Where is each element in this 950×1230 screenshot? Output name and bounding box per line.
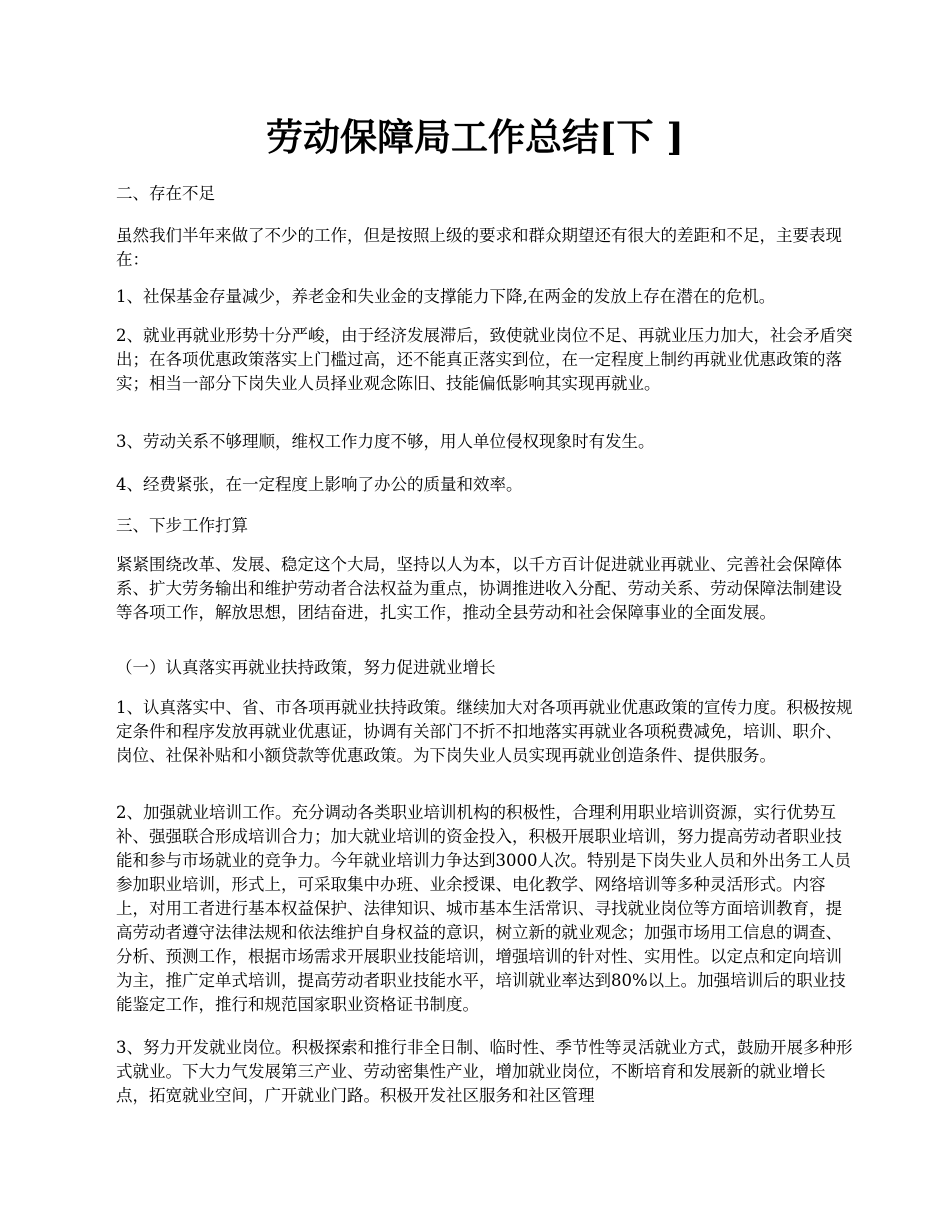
paragraph-plan-2: 2、加强就业培训工作。充分调动各类职业培训机构的积极性，合理利用职业培训资源，实行优势互补、强强联合形成培训合力；加大就业培训的资金投入，积极开展职业培训，努力提高劳动者职业技能和参与市场就业的竞争力。今年就业培训力争达到3000人次。特别是下岗失业人员和外出务工人员参加职业培训，形式上，可采取集中办班、业余授课、电化教学、网络培训等多种灵活形式。内容上，对用工者进行基本权益保护、法律知识、城市基本生活常识、寻找就业岗位等方面培训教育，提高劳动者遵守法律法规和依法维护自身权益的意识，树立新的就业观念；加强市场用工信息的调查、分析、预测工作，根据市场需求开展职业技能培训，增强培训的针对性、实用性。以定点和定向培训为主，推广定单式培训，提高劳动者职业技能水平，培训就业率达到80%以上。加强培训后的职业技能鉴定工作，推行和规范国家职业资格证书制度。 — [116, 803, 851, 1014]
paragraph-plan-1: 1、认真落实中、省、市各项再就业扶持政策。继续加大对各项再就业优惠政策的宣传力度。积极按规定条件和程序发放再就业优惠证，协调有关部门不折不扣地落实再就业各项税费减免，培训、职介、岗位、社保补贴和小额贷款等优惠政策。为下岗失业人员实现再就业创造条件、提供服务。 — [116, 698, 853, 765]
paragraph-shortcoming-3: 3、劳动关系不够理顺，维权工作力度不够，用人单位侵权现象时有发生。 — [116, 432, 655, 451]
subsection-heading-employment: （一）认真落实再就业扶持政策，努力促进就业增长 — [116, 658, 496, 677]
paragraph-plan-3: 3、努力开发就业岗位。积极探索和推行非全日制、临时性、季节性等灵活就业方式，鼓励开展多种形式就业。下大力气发展第三产业、劳动密集性产业，增加就业岗位，不断培育和发展新的就业增长点，拓宽就业空间，广开就业门路。积极开发社区服务和社区管理 — [116, 1038, 853, 1105]
document-title: 劳动保障局工作总结[下 ] — [266, 115, 684, 159]
paragraph-shortcoming-2: 2、就业再就业形势十分严峻，由于经济发展滞后，致使就业岗位不足、再就业压力加大，社会矛盾突出；在各项优惠政策落实上门槛过高，还不能真正落实到位，在一定程度上制约再就业优惠政策的落实；相当一部分下岗失业人员择业观念陈旧、技能偏低影响其实现再就业。 — [116, 326, 853, 393]
section-heading-next-steps: 三、下步工作打算 — [116, 516, 248, 535]
paragraph-shortcoming-1: 1、社保基金存量减少，养老金和失业金的支撑能力下降,在两金的发放上存在潜在的危机。 — [116, 287, 776, 306]
paragraph-next-steps-intro: 紧紧围绕改革、发展、稳定这个大局，坚持以人为本，以千方百计促进就业再就业、完善社会保障体系、扩大劳务输出和维护劳动者合法权益为重点，协调推进收入分配、劳动关系、劳动保障法制建设等各项工作，解放思想，团结奋进，扎实工作，推动全县劳动和社会保障事业的全面发展。 — [116, 555, 842, 622]
paragraph-shortcomings-intro: 虽然我们半年来做了不少的工作，但是按照上级的要求和群众期望还有很大的差距和不足，主要表现在： — [116, 226, 842, 269]
paragraph-shortcoming-4: 4、经费紧张，在一定程度上影响了办公的质量和效率。 — [116, 475, 523, 494]
section-heading-shortcomings: 二、存在不足 — [116, 184, 215, 203]
